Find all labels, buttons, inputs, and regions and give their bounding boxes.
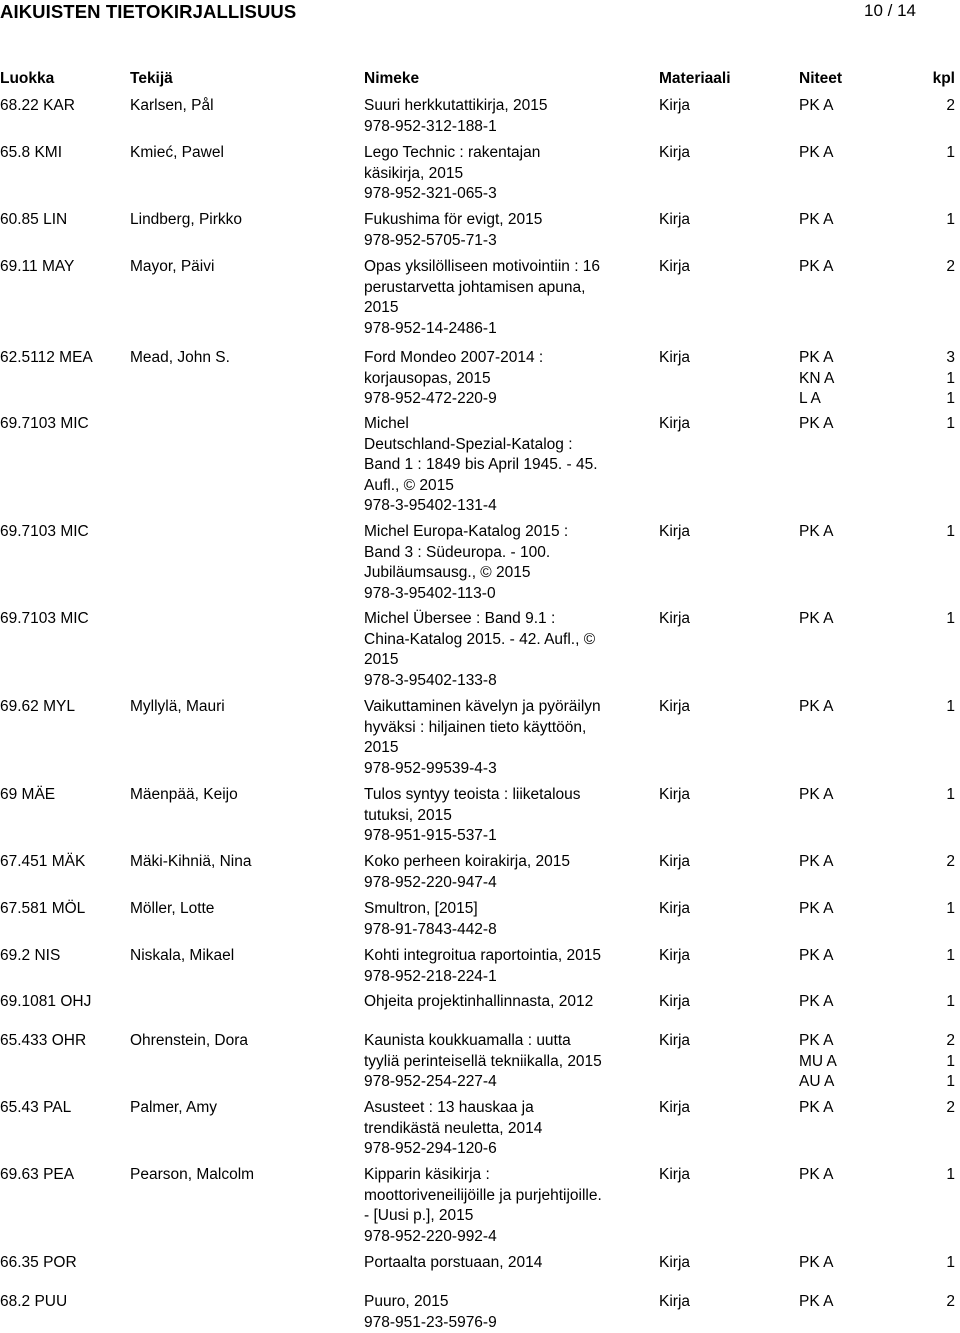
author-name: Palmer, Amy xyxy=(130,1099,217,1116)
copy-count: 2 xyxy=(946,258,955,275)
location-code: AU A xyxy=(799,1073,835,1091)
title-line: käsikirja, 2015 xyxy=(364,164,464,182)
copy-count: 2 xyxy=(946,1293,955,1310)
copy-count: 1 xyxy=(946,786,955,803)
class-code: 67.451 MÄK xyxy=(0,853,86,870)
location-code: PK A xyxy=(799,698,834,715)
title-line: Kohti integroitua raportointia, 2015 xyxy=(364,947,601,964)
copy-count: 1 xyxy=(946,1073,955,1091)
title-line: 978-952-294-120-6 xyxy=(364,1140,497,1158)
title-line: Deutschland-Spezial-Katalog : xyxy=(364,435,573,453)
title-line: 978-3-95402-133-8 xyxy=(364,671,497,689)
author-name: Lindberg, Pirkko xyxy=(130,211,243,228)
author-name: Myllylä, Mauri xyxy=(130,698,225,715)
material-type: Kirja xyxy=(659,698,691,715)
author-name: Mäki-Kihniä, Nina xyxy=(130,853,252,870)
title-line: perustarvetta johtamisen apuna, xyxy=(364,278,586,296)
author-name: Mayor, Päivi xyxy=(130,258,215,275)
author-name: Pearson, Malcolm xyxy=(130,1166,255,1183)
material-type: Kirja xyxy=(659,1099,691,1116)
location-code: PK A xyxy=(799,523,834,540)
title-line: Michel Europa-Katalog 2015 : xyxy=(364,523,569,540)
class-code: 69.62 MYL xyxy=(0,698,75,715)
title-line: Lego Technic : rakentajan xyxy=(364,144,541,161)
material-type: Kirja xyxy=(659,610,691,627)
title-line: Kipparin käsikirja : xyxy=(364,1166,490,1183)
title-line: 978-952-218-224-1 xyxy=(364,967,497,985)
class-code: 69.7103 MIC xyxy=(0,610,89,627)
author-name: Mead, John S. xyxy=(130,349,230,366)
location-code: PK A xyxy=(799,144,834,161)
title-line: Tulos syntyy teoista : liiketalous xyxy=(364,786,581,803)
location-code: PK A xyxy=(799,610,834,627)
location-code: L A xyxy=(799,390,821,408)
title-line: Puuro, 2015 xyxy=(364,1293,449,1310)
title-line: 978-952-254-227-4 xyxy=(364,1073,497,1091)
class-code: 69.1081 OHJ xyxy=(0,993,92,1010)
title-line: Suuri herkkutattikirja, 2015 xyxy=(364,97,548,114)
title-line: 2015 xyxy=(364,651,399,669)
copy-count: 1 xyxy=(946,415,955,432)
title-line: Kaunista koukkuamalla : uutta xyxy=(364,1032,571,1049)
title-line: 978-951-915-537-1 xyxy=(364,827,497,845)
location-code: PK A xyxy=(799,900,834,917)
copy-count: 1 xyxy=(946,610,955,627)
location-code: KN A xyxy=(799,369,835,387)
title-line: 978-91-7843-442-8 xyxy=(364,920,497,938)
material-type: Kirja xyxy=(659,97,691,114)
class-code: 69.7103 MIC xyxy=(0,523,89,540)
title-line: korjausopas, 2015 xyxy=(364,369,491,387)
material-type: Kirja xyxy=(659,993,691,1010)
title-line: Michel Übersee : Band 9.1 : xyxy=(364,610,556,627)
material-type: Kirja xyxy=(659,415,691,432)
author-name: Möller, Lotte xyxy=(130,900,215,917)
location-code: PK A xyxy=(799,1032,834,1049)
title-line: trendikästä neuletta, 2014 xyxy=(364,1119,543,1137)
copy-count: 1 xyxy=(946,369,955,387)
copy-count: 3 xyxy=(946,349,955,366)
header-class: Luokka xyxy=(0,70,55,87)
class-code: 69 MÄE xyxy=(0,786,56,803)
copy-count: 1 xyxy=(946,144,955,161)
title-line: Aufl., © 2015 xyxy=(364,476,454,494)
copy-count: 1 xyxy=(946,1166,955,1183)
title-line: 978-952-14-2486-1 xyxy=(364,319,497,337)
title-line: Ohjeita projektinhallinnasta, 2012 xyxy=(364,993,594,1010)
class-code: 68.2 PUU xyxy=(0,1293,68,1310)
class-code: 67.581 MÖL xyxy=(0,900,86,917)
title-line: 978-952-321-065-3 xyxy=(364,185,497,203)
location-code: PK A xyxy=(799,1293,834,1310)
title-line: 978-952-220-947-4 xyxy=(364,873,497,891)
copy-count: 1 xyxy=(946,390,955,408)
title-line: Smultron, [2015] xyxy=(364,900,478,917)
location-code: PK A xyxy=(799,1099,834,1116)
title-line: 978-951-23-5976-9 xyxy=(364,1313,497,1331)
title-line: Jubiläumsausg., © 2015 xyxy=(364,564,531,582)
title-line: hyväksi : hiljainen tieto käyttöön, xyxy=(364,718,587,736)
title-line: 978-952-5705-71-3 xyxy=(364,231,497,249)
header-count: kpl xyxy=(932,70,955,87)
copy-count: 2 xyxy=(946,1032,955,1049)
title-line: Band 3 : Südeuropa. - 100. xyxy=(364,543,551,561)
title-line: 2015 xyxy=(364,739,399,757)
location-code: PK A xyxy=(799,349,834,366)
title-line: 978-952-220-992-4 xyxy=(364,1227,497,1245)
location-code: PK A xyxy=(799,853,834,870)
copy-count: 1 xyxy=(946,1254,955,1271)
header-author: Tekijä xyxy=(130,70,173,87)
class-code: 62.5112 MEA xyxy=(0,349,93,366)
copy-count: 1 xyxy=(946,211,955,228)
title-line: tyyliä perinteisellä tekniikalla, 2015 xyxy=(364,1052,602,1070)
title-line: 978-952-472-220-9 xyxy=(364,390,497,408)
material-type: Kirja xyxy=(659,947,691,964)
material-type: Kirja xyxy=(659,1293,691,1310)
material-type: Kirja xyxy=(659,900,691,917)
location-code: PK A xyxy=(799,97,834,114)
location-code: PK A xyxy=(799,993,834,1010)
class-code: 60.85 LIN xyxy=(0,211,68,228)
copy-count: 1 xyxy=(946,523,955,540)
class-code: 65.433 OHR xyxy=(0,1032,87,1049)
copy-count: 1 xyxy=(946,1052,955,1070)
title-line: 978-952-312-188-1 xyxy=(364,117,497,135)
title-line: 2015 xyxy=(364,299,399,317)
class-code: 65.43 PAL xyxy=(0,1099,72,1116)
title-line: tutuksi, 2015 xyxy=(364,806,452,824)
copy-count: 1 xyxy=(946,900,955,917)
material-type: Kirja xyxy=(659,786,691,803)
location-code: PK A xyxy=(799,415,834,432)
title-line: 978-3-95402-113-0 xyxy=(364,584,496,602)
title-line: Koko perheen koirakirja, 2015 xyxy=(364,853,570,870)
location-code: PK A xyxy=(799,786,834,803)
copy-count: 2 xyxy=(946,1099,955,1116)
material-type: Kirja xyxy=(659,1032,691,1049)
material-type: Kirja xyxy=(659,349,691,366)
material-type: Kirja xyxy=(659,144,691,161)
title-line: Michel xyxy=(364,415,409,432)
author-name: Karlsen, Pål xyxy=(130,97,214,114)
copy-count: 2 xyxy=(946,853,955,870)
location-code: PK A xyxy=(799,211,834,228)
title-line: China-Katalog 2015. - 42. Aufl., © xyxy=(364,630,596,648)
title-line: moottoriveneilijöille ja purjehtijoille. xyxy=(364,1186,602,1204)
header-notes: Niteet xyxy=(799,70,843,87)
material-type: Kirja xyxy=(659,523,691,540)
title-line: Portaalta porstuaan, 2014 xyxy=(364,1254,543,1271)
copy-count: 1 xyxy=(946,947,955,964)
title-line: - [Uusi p.], 2015 xyxy=(364,1207,474,1225)
class-code: 69.63 PEA xyxy=(0,1166,75,1183)
title-line: 978-3-95402-131-4 xyxy=(364,497,497,515)
copy-count: 1 xyxy=(946,993,955,1010)
copy-count: 2 xyxy=(946,97,955,114)
title-line: Asusteet : 13 hauskaa ja xyxy=(364,1099,534,1116)
title-line: Band 1 : 1849 bis April 1945. - 45. xyxy=(364,456,598,474)
location-code: PK A xyxy=(799,258,834,275)
material-type: Kirja xyxy=(659,258,691,275)
class-code: 68.22 KAR xyxy=(0,97,75,114)
material-type: Kirja xyxy=(659,211,691,228)
page-number: 10 / 14 xyxy=(864,1,916,20)
material-type: Kirja xyxy=(659,853,691,870)
class-code: 69.11 MAY xyxy=(0,258,75,275)
class-code: 69.2 NIS xyxy=(0,947,61,964)
copy-count: 1 xyxy=(946,698,955,715)
page-title: AIKUISTEN TIETOKIRJALLISUUS xyxy=(0,1,297,22)
class-code: 65.8 KMI xyxy=(0,144,63,161)
class-code: 69.7103 MIC xyxy=(0,415,89,432)
header-title: Nimeke xyxy=(364,70,420,87)
title-line: Ford Mondeo 2007-2014 : xyxy=(364,349,544,366)
author-name: Niskala, Mikael xyxy=(130,947,235,964)
material-type: Kirja xyxy=(659,1254,691,1271)
class-code: 66.35 POR xyxy=(0,1254,77,1271)
location-code: PK A xyxy=(799,1254,834,1271)
author-name: Mäenpää, Keijo xyxy=(130,786,238,803)
title-line: Vaikuttaminen kävelyn ja pyöräilyn xyxy=(364,698,601,715)
location-code: PK A xyxy=(799,1166,834,1183)
author-name: Ohrenstein, Dora xyxy=(130,1032,249,1049)
title-line: Fukushima för evigt, 2015 xyxy=(364,211,543,228)
header-material: Materiaali xyxy=(659,70,731,87)
location-code: PK A xyxy=(799,947,834,964)
author-name: Kmieć, Pawel xyxy=(130,144,224,161)
material-type: Kirja xyxy=(659,1166,691,1183)
location-code: MU A xyxy=(799,1052,837,1070)
title-line: 978-952-99539-4-3 xyxy=(364,759,497,777)
title-line: Opas yksilölliseen motivointiin : 16 xyxy=(364,258,601,275)
